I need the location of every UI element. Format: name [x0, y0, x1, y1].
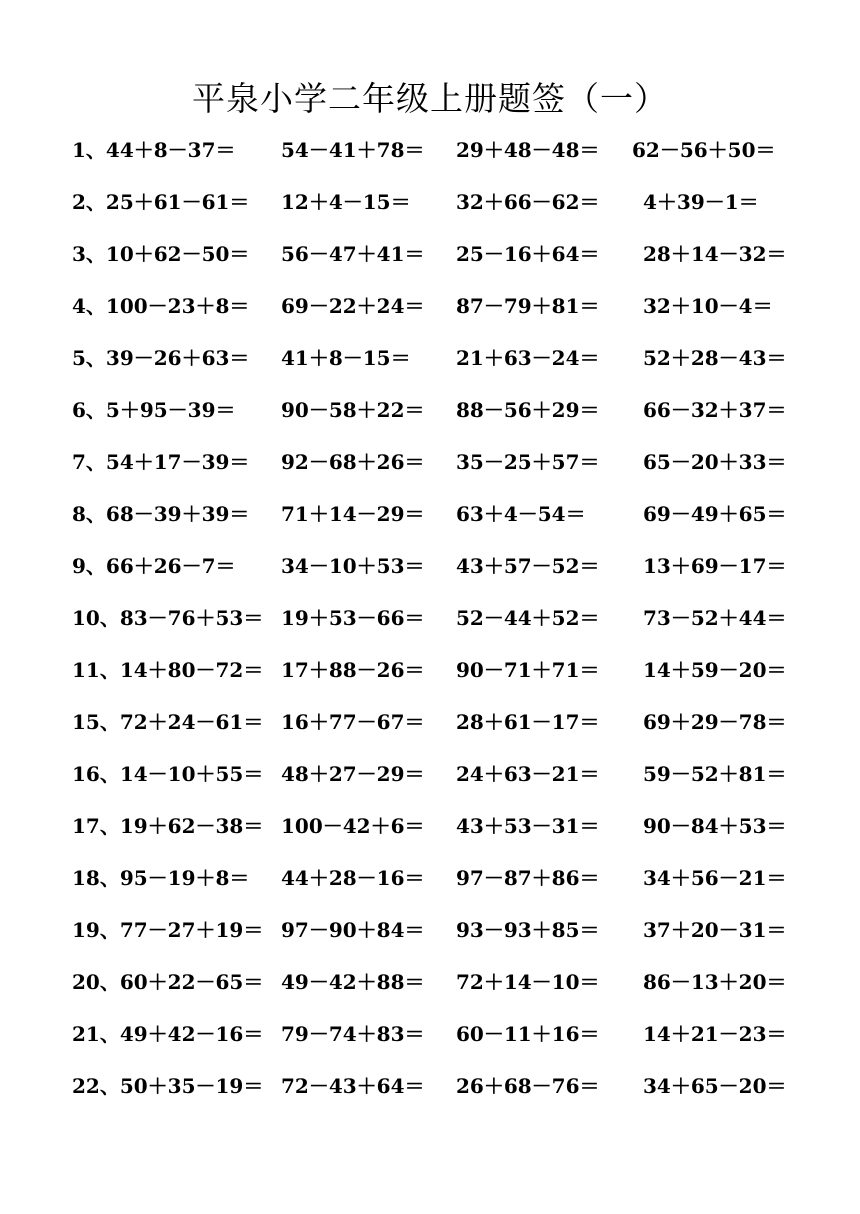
problem-item: 17、19＋62－38＝ [72, 814, 264, 838]
problem-item: 72－43＋64＝ [281, 1074, 425, 1098]
problem-item: 28＋61－17＝ [456, 710, 600, 734]
problem-item: 20、60＋22－65＝ [72, 970, 264, 994]
problem-item: 69－49＋65＝ [643, 502, 787, 526]
problem-item: 16、14－10＋55＝ [72, 762, 264, 786]
problem-item: 21＋63－24＝ [456, 346, 600, 370]
problem-item: 32＋66－62＝ [456, 190, 600, 214]
problem-row [0, 177, 860, 229]
problem-item: 28＋14－32＝ [643, 242, 787, 266]
problem-row [0, 853, 860, 905]
problem-row [0, 385, 860, 437]
problem-item: 34＋65－20＝ [643, 1074, 787, 1098]
problem-item: 17＋88－26＝ [281, 658, 425, 682]
problem-item: 5、39－26＋63＝ [72, 346, 250, 370]
problem-row [0, 1061, 860, 1113]
problem-item: 92－68＋26＝ [281, 450, 425, 474]
problem-item: 12＋4－15＝ [281, 190, 411, 214]
problem-item: 49－42＋88＝ [281, 970, 425, 994]
problem-row [0, 125, 860, 177]
problem-item: 16＋77－67＝ [281, 710, 425, 734]
problem-item: 4、100－23＋8＝ [72, 294, 250, 318]
problem-item: 60－11＋16＝ [456, 1022, 600, 1046]
problem-row [0, 957, 860, 1009]
problem-row [0, 333, 860, 385]
problem-item: 13＋69－17＝ [643, 554, 787, 578]
problem-item: 72＋14－10＝ [456, 970, 600, 994]
problem-item: 90－58＋22＝ [281, 398, 425, 422]
problem-list [0, 125, 860, 1113]
problem-item: 29＋48－48＝ [456, 138, 600, 162]
problem-item: 22、50＋35－19＝ [72, 1074, 264, 1098]
problem-row [0, 593, 860, 645]
problem-item: 97－90＋84＝ [281, 918, 425, 942]
problem-item: 34－10＋53＝ [281, 554, 425, 578]
problem-row [0, 489, 860, 541]
problem-row [0, 229, 860, 281]
problem-item: 59－52＋81＝ [643, 762, 787, 786]
problem-item: 93－93＋85＝ [456, 918, 600, 942]
problem-item: 37＋20－31＝ [643, 918, 787, 942]
problem-item: 14＋21－23＝ [643, 1022, 787, 1046]
problem-item: 1、44＋8－37＝ [72, 138, 236, 162]
problem-item: 21、49＋42－16＝ [72, 1022, 264, 1046]
problem-item: 43＋53－31＝ [456, 814, 600, 838]
problem-item: 7、54＋17－39＝ [72, 450, 250, 474]
problem-row [0, 1009, 860, 1061]
problem-item: 54－41＋78＝ [281, 138, 425, 162]
problem-item: 48＋27－29＝ [281, 762, 425, 786]
problem-item: 14＋59－20＝ [643, 658, 787, 682]
problem-item: 34＋56－21＝ [643, 866, 787, 890]
problem-item: 52＋28－43＝ [643, 346, 787, 370]
problem-item: 4＋39－1＝ [643, 190, 759, 214]
problem-item: 43＋57－52＝ [456, 554, 600, 578]
problem-item: 35－25＋57＝ [456, 450, 600, 474]
problem-item: 19＋53－66＝ [281, 606, 425, 630]
problem-item: 63＋4－54＝ [456, 502, 586, 526]
problem-item: 8、68－39＋39＝ [72, 502, 250, 526]
problem-item: 25－16＋64＝ [456, 242, 600, 266]
problem-item: 86－13＋20＝ [643, 970, 787, 994]
problem-item: 2、25＋61－61＝ [72, 190, 250, 214]
problem-item: 97－87＋86＝ [456, 866, 600, 890]
problem-item: 62－56＋50＝ [632, 138, 776, 162]
problem-item: 90－71＋71＝ [456, 658, 600, 682]
problem-item: 18、95－19＋8＝ [72, 866, 250, 890]
problem-item: 66－32＋37＝ [643, 398, 787, 422]
problem-item: 24＋63－21＝ [456, 762, 600, 786]
problem-item: 100－42＋6＝ [281, 814, 425, 838]
problem-item: 79－74＋83＝ [281, 1022, 425, 1046]
problem-item: 9、66＋26－7＝ [72, 554, 236, 578]
problem-item: 6、5＋95－39＝ [72, 398, 236, 422]
problem-item: 56－47＋41＝ [281, 242, 425, 266]
problem-row [0, 437, 860, 489]
problem-row [0, 801, 860, 853]
problem-item: 52－44＋52＝ [456, 606, 600, 630]
problem-item: 19、77－27＋19＝ [72, 918, 264, 942]
problem-row [0, 541, 860, 593]
problem-item: 15、72＋24－61＝ [72, 710, 264, 734]
problem-item: 44＋28－16＝ [281, 866, 425, 890]
problem-item: 71＋14－29＝ [281, 502, 425, 526]
problem-item: 10、83－76＋53＝ [72, 606, 264, 630]
problem-item: 65－20＋33＝ [643, 450, 787, 474]
problem-item: 26＋68－76＝ [456, 1074, 600, 1098]
problem-item: 69＋29－78＝ [643, 710, 787, 734]
problem-row [0, 645, 860, 697]
problem-item: 11、14＋80－72＝ [72, 658, 264, 682]
page-title: 平泉小学二年级上册题签（一） [192, 79, 668, 118]
problem-row [0, 905, 860, 957]
problem-row [0, 697, 860, 749]
problem-item: 69－22＋24＝ [281, 294, 425, 318]
problem-item: 32＋10－4＝ [643, 294, 773, 318]
problem-row [0, 281, 860, 333]
problem-item: 41＋8－15＝ [281, 346, 411, 370]
problem-item: 90－84＋53＝ [643, 814, 787, 838]
problem-item: 88－56＋29＝ [456, 398, 600, 422]
problem-item: 87－79＋81＝ [456, 294, 600, 318]
problem-row [0, 749, 860, 801]
problem-item: 3、10＋62－50＝ [72, 242, 250, 266]
problem-item: 73－52＋44＝ [643, 606, 787, 630]
